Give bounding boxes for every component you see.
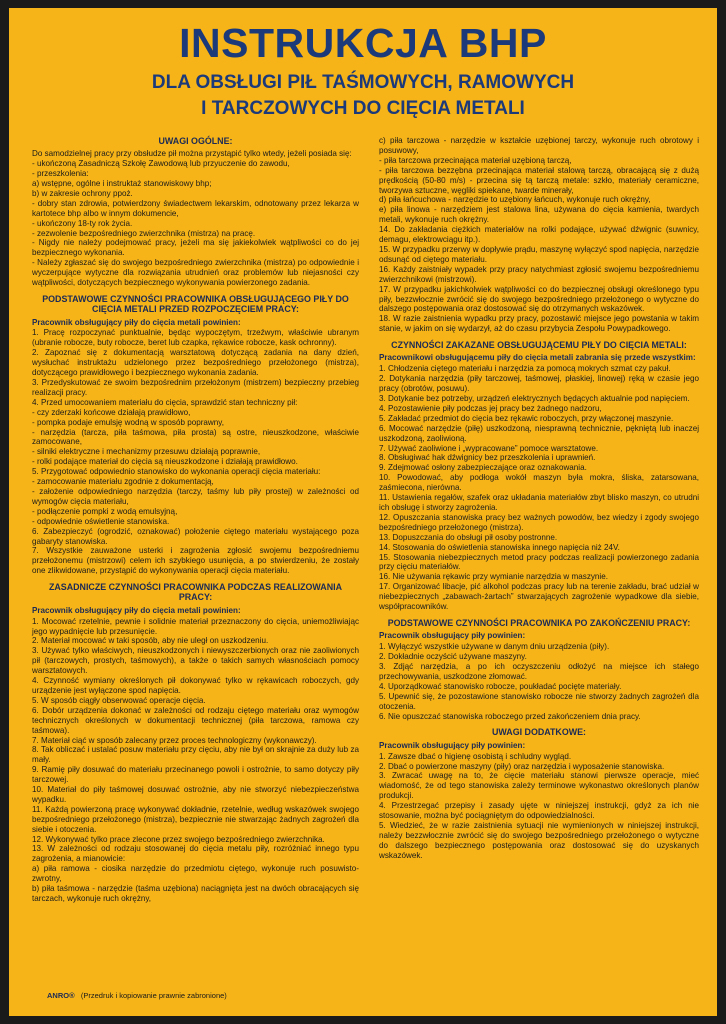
list-item: 5. Upewnić się, że pozostawione stanowisko robocze nie stworzy żadnych zagrożeń dla otoczenia.	[379, 691, 699, 711]
list-item: 1. Zawsze dbać o higienę osobistą i schludny wygląd.	[379, 751, 572, 761]
list-item: - ukończoną Zasadniczą Szkołę Zawodową lub przyuczenie do zawodu,	[32, 159, 290, 169]
list-item: 7. Używać zaoliwione i „wypracowane” pomoce warsztatowe.	[379, 443, 599, 453]
section-heading: CZYNNOŚCI ZAKAZANE OBSŁUGUJĄCEMU PIŁY DO CIĘCIA METALI:	[391, 340, 687, 351]
list-item: 16. Nie używania rękawic przy wymianie narzędzia w maszynie.	[379, 572, 608, 582]
list-item: 13. Dopuszczania do obsługi pił osoby postronne.	[379, 532, 558, 542]
section-heading: PODSTAWOWE CZYNNOŚCI PRACOWNIKA OBSŁUGUJĄCEGO PIŁY DO CIĘCIA METALI PRZED ROZPOCZĘCIEM PRACY:	[42, 293, 349, 315]
section-heading: UWAGI OGÓLNE:	[158, 136, 233, 146]
list-item: 8. Tak obliczać i ustalać posuw materiału przy cięciu, aby nie był on skrajnie za duży lub za mały.	[32, 745, 359, 765]
section-heading: ZASADNICZE CZYNNOŚCI PRACOWNIKA PODCZAS REALIZOWANIA PRACY:	[48, 582, 343, 603]
list-item: - narzędzia (tarcza, piła taśmowa, piła prosta) są ostre, nieuszkodzone, właściwie zamocowane,	[32, 427, 359, 447]
list-item: 5. Zakładać przedmiot do cięcia bez rękawic roboczych, przy włączonej maszynie.	[379, 413, 674, 423]
list-item: 4. Czynność wymiany określonych pił dokonywać tylko w rękawicach roboczych, gdy urządzenie jest wyłączone spod napięcia.	[32, 676, 359, 695]
list-item: - podłączenie pompki z wodą emulsyjną,	[32, 506, 178, 516]
section-heading: UWAGI DODATKOWE:	[492, 727, 586, 738]
document-title: INSTRUKCJA BHP	[179, 20, 547, 66]
list-item: 6. Dobór urządzenia dokonać w zależności od rodzaju ciętego materiału oraz wymogów technicznych określonych w dokumentacji technicznej (piła tarczowa, ramowa czy taśmowa).	[32, 705, 359, 735]
section-subheading: Pracownik obsługujący piły powinien:	[379, 631, 526, 641]
list-item: 2. Dbać o powierzone maszyny (piły) oraz narzędzia i wyposażenie stanowiska.	[379, 761, 665, 771]
list-item: 3. Dotykanie bez potrzeby, urządzeń elektrycznych będących aktualnie pod napięciem.	[379, 394, 690, 404]
list-item: a) wstępne, ogólne i instruktaż stanowiskowy bhp;	[32, 179, 212, 189]
section-subheading: Pracownik obsługujący piły do cięcia metali powinien:	[32, 605, 241, 615]
list-item: 2. Zapoznać się z dokumentacją warsztatową dotyczącą zadania na dany dzień, wysłuchać instruktażu udzielonego przez bezpośredniego przełożonego (mistrza), dotyczącego prawidłowego i bezpiecznego wykonania zadania.	[32, 348, 359, 378]
list-item: 12. Wykonywać tylko prace zlecone przez swojego bezpośredniego zwierzchnika.	[32, 834, 325, 844]
list-item: d) piła łańcuchowa - narzędzie to uzębiony łańcuch, wykonuje ruch okrężny,	[379, 195, 651, 205]
section-heading: PODSTAWOWE CZYNNOŚCI PRACOWNIKA PO ZAKOŃCZENIU PRACY:	[387, 617, 691, 628]
list-item: - piła tarczowa przecinająca materiał uzębioną tarczą,	[379, 155, 572, 165]
list-item: - pompka podaje emulsję wodną w sposób poprawny,	[32, 417, 224, 427]
list-item: - czy zderzaki końcowe działają prawidłowo,	[32, 407, 191, 417]
list-item: 10. Powodować, aby podłoga wokół maszyn była mokra, śliska, zatarsowana, zaśmiecona, nierówna.	[379, 473, 699, 493]
list-item: 3. Zdjąć narzędzia, a po ich oczyszczeniu odłożyć na miejsce ich stałego przechowywania, uszkodzone złomować.	[379, 662, 699, 681]
list-item: 3. Używać tylko właściwych, nieuszkodzonych i niewyszczerbionych oraz nie zaoliwionych pił (tarczowych, prostych, taśmowych), a także o takich samych własnościach pomocy warsztatowych.	[32, 646, 359, 676]
list-item: - silniki elektryczne i mechanizmy przesuwu działają poprawnie,	[32, 447, 261, 457]
list-item: 17. Organizować libacje, pić alkohol podczas pracy lub na terenie zakładu, brać udział w niebezpiecznych „zabawach-żartach” stwarzających zagrożenie wypadkowe dla siebie, współpracowników.	[379, 582, 699, 612]
footer	[47, 991, 227, 1001]
list-item: 8. Obsługiwać hak dźwignicy bez przeszkolenia i uprawnień.	[379, 453, 596, 463]
list-item: 6. Nie opuszczać stanowiska roboczego przed zakończeniem dnia pracy.	[379, 711, 641, 721]
publisher-brand: ANRO®	[47, 991, 75, 1000]
list-item: 1. Chłodzenia ciętego materiału i narzędzia za pomocą mokrych szmat czy pakuł.	[379, 364, 671, 374]
list-item: b) w zakresie ochrony ppoż.	[32, 188, 133, 198]
list-item: 9. Ramię piły dosuwać do materiału przecinanego powoli i ostrożnie, to samo dotyczy piły tarczowej.	[32, 765, 359, 785]
list-item: 7. Materiał ciąć w sposób zalecany przez proces technologiczny (wykonawczy).	[32, 735, 317, 745]
list-item: - dobry stan zdrowia, potwierdzony świadectwem lekarskim, odnotowany przez lekarza w kartotece bhp albo w innym dokumencie,	[32, 198, 359, 218]
list-item: 2. Materiał mocować w taki sposób, aby nie uległ on uszkodzeniu.	[32, 636, 269, 646]
list-item: - przeszkolenia:	[32, 169, 89, 179]
list-item: 14. Stosowania do oświetlenia stanowiska innego napięcia niż 24V.	[379, 542, 620, 552]
list-item: - zezwolenie bezpośredniego zwierzchnika (mistrza) na pracę.	[32, 228, 256, 238]
section-subheading: Pracownik obsługujący piły powinien:	[379, 740, 526, 750]
list-item: 4. Pozostawienie piły podczas jej pracy bez żadnego nadzoru,	[379, 403, 602, 413]
subtitle-line-1: DLA OBSŁUGI PIŁ TAŚMOWYCH, RAMOWYCH	[151, 72, 575, 93]
list-item: 6. Zabezpieczyć (ogrodzić, oznakować) położenie ciętego materiału wystającego poza gabaryty stanowiska.	[32, 526, 359, 546]
document-subtitle	[9, 70, 717, 122]
copyright-note: (Przedruk i kopiowanie prawnie zabronione)	[80, 991, 227, 1000]
list-item: 1. Mocować rzetelnie, pewnie i solidnie materiał przeznaczony do cięcia, uniemożliwiając jego wypadnięcie lub przesunięcie.	[32, 616, 359, 636]
list-item: 5. W sposób ciągły obserwować operacje cięcia.	[32, 695, 206, 705]
list-item: 16. Każdy zaistniały wypadek przy pracy natychmiast zgłosić swojemu bezpośredniemu zwierzchnikowi (mistrzowi).	[379, 264, 699, 284]
right-column	[379, 136, 699, 861]
list-item: 3. Przedyskutować ze swoim bezpośrednim przełożonym (mistrzem) bezpieczny przebieg realizacji pracy.	[32, 378, 359, 397]
list-item: - założenie odpowiedniego narzędzia (tarczy, taśmy lub piły prostej) w zależności od wymogów cięcia materiału,	[32, 486, 359, 506]
list-item: 1. Pracę rozpoczynać punktualnie, będąc wypoczętym, trzeźwym, właściwie ubranym (ubranie robocze, buty robocze, beret lub czapka, rękawice robocze, kask ochronny).	[32, 328, 359, 348]
list-item: 5. Przygotować odpowiednio stanowisko do wykonania operacji cięcia materiału:	[32, 467, 321, 477]
list-item: - zamocowanie materiału zgodnie z dokumentacją,	[32, 477, 214, 487]
paragraph: Do samodzielnej pracy przy obsłudze pił można przystąpić tylko wtedy, jeżeli posiada się:	[32, 149, 352, 159]
list-item: 9. Zdejmować osłony zabezpieczające oraz oznakowania.	[379, 463, 587, 473]
list-item: - Należy zgłaszać się do swojego bezpośredniego zwierzchnika (mistrza) po odpowiednie i wyczerpujące wytyczne dla rozwiązania utrudnień oraz problemów lub niejasności czy wątpliwości, dotyczących bezpiecznego wykonywania powierzonego zadania.	[32, 258, 359, 288]
list-item: 11. Każdą powierzoną pracę wykonywać dokładnie, rzetelnie, według wskazówek swojego bezpośredniego przełożonego (mistrza), bezpiecznie nie stwarzając żadnych zagrożeń dla siebie i otoczenia.	[32, 804, 359, 834]
left-column	[32, 136, 359, 904]
list-item: 4. Uporządkować stanowisko robocze, poukładać pocięte materiały.	[379, 681, 622, 691]
list-item: a) piła ramowa - ciosika narzędzie do przedmiotu ciętego, wykonuje ruch posuwisto-zwrotny,	[32, 864, 359, 884]
list-item: - piła tarczowa bezzębna przecinająca materiał stalową tarczą, obracającą się z dużą prędkością (50-80 m/s) - przecina się tą tarczą metale: szkło, materiały ceramiczne, tworzywa sztuczne, węgliki spiekane, twarde minerały,	[379, 165, 699, 195]
list-item: 5. Wiedzieć, że w razie zaistnienia sytuacji nie wymienionych w niniejszej instrukcji, należy bezzwłocznie zwrócić się do swojego bezpośredniego przełożonego o wytyczne do dalszego bezpiecznego postępowania oraz dostosować się do uzyskanych wskazówek.	[379, 820, 699, 860]
list-item: c) piła tarczowa - narzędzie w kształcie uzębionej tarczy, wykonuje ruch obrotowy i posuwowy,	[379, 136, 699, 155]
list-item: 2. Dotykania narzędzia (piły tarczowej, taśmowej, płaskiej, linowej) ręką w czasie jego pracy (obrotów, posuwu).	[379, 374, 699, 394]
list-item: 4. Przed umocowaniem materiału do cięcia, sprawdzić stan techniczny pił:	[32, 397, 298, 407]
list-item: 7. Wszystkie zauważone usterki i zagrożenia zgłosić swojemu bezpośredniemu przełożonemu (mistrzowi) celem ich szybkiego usunięcia, a po stwierdzeniu, że zostały one zlikwidowane, przystąpić do wykonywania operacji cięcia materiału.	[32, 546, 359, 576]
subtitle-line-2: I TARCZOWYCH DO CIĘCIA METALI	[201, 98, 525, 119]
list-item: 15. Stosowania niebezpiecznych metod pracy podczas realizacji powierzonego zadania przy cięciu materiałów.	[379, 552, 699, 572]
list-item: - rolki podające materiał do cięcia są nieuszkodzone i działają prawidłowo.	[32, 457, 298, 467]
list-item: 15. W przypadku przerwy w dopływie prądu, maszynę wyłączyć spod napięcia, narzędzie odsunąć od ciętego materiału.	[379, 244, 699, 264]
list-item: 4. Przestrzegać przepisy i zasady ujęte w niniejszej instrukcji, gdyż za ich nie stosowanie, można być pociągniętym do odpowiedzialności.	[379, 801, 699, 821]
list-item: 13. W zależności od rodzaju stosowanej do cięcia metalu piły, rozróżniać innego typu zagrożenia, a mianowicie:	[32, 844, 359, 864]
list-item: 18. W razie zaistnienia wypadku przy pracy, pozostawić miejsce jego powstania w takim stanie, w jakim on się wydarzył, aż do czasu przybycia Zespołu Powypadkowego.	[379, 314, 699, 334]
list-item: 10. Materiał do piły taśmowej dosuwać ostrożnie, aby nie stworzyć niebezpieczeństwa wypadku.	[32, 785, 359, 804]
list-item: 14. Do zakładania ciężkich materiałów na rolki podające, używać dźwignic (suwnicy, demagu, elektrowciągu itp.).	[379, 225, 699, 245]
list-item: - odpowiednie oświetlenie stanowiska.	[32, 516, 170, 526]
list-item: 3. Zwracać uwagę na to, że cięcie materiału stanowi pierwsze operacje, mieć wiadomość, że od tego stanowiska zależy terminowe wykonastwo określonych planów produkcji.	[379, 771, 699, 801]
section-subheading: Pracownikowi obsługującemu piły do cięcia metali zabrania się przede wszystkim:	[379, 353, 696, 363]
list-item: 11. Ustawienia regałów, szafek oraz układania materiałów zbyt blisko maszyn, co utrudni ich obsługę i stworzy zagrożenia.	[379, 493, 699, 513]
section-subheading: Pracownik obsługujący piły do cięcia metali powinien:	[32, 317, 241, 327]
list-item: b) piła taśmowa - narzędzie (taśma uzębiona) naciągnięta jest na dwóch obracających się tarczach, wykonuje ruch okrężny,	[32, 884, 359, 904]
list-item: 12. Opuszczania stanowiska pracy bez ważnych powodów, bez wiedzy i zgody swojego bezpośredniego przełożonego (mistrza).	[379, 512, 699, 532]
list-item: e) piła linowa - narzędziem jest stalowa lina, używana do cięcia kamienia, twardych metali, wykonuje ruch okrężny.	[379, 205, 699, 225]
list-item: - ukończony 18-ty rok życia.	[32, 218, 133, 228]
list-item: 6. Mocować narzędzie (piłę) uszkodzoną, niesprawną technicznie, pękniętą lub inaczej uszkodzoną, zaoliwioną.	[379, 423, 699, 443]
list-item: - Nigdy nie należy podejmować pracy, jeżeli ma się jakiekolwiek wątpliwości co do jej bezpiecznego wykonania.	[32, 238, 359, 258]
list-item: 2. Dokładnie oczyścić używane maszyny.	[379, 652, 527, 662]
list-item: 1. Wyłączyć wszystkie używane w danym dniu urządzenia (piły).	[379, 642, 610, 652]
safety-instruction-sheet	[9, 8, 717, 1016]
list-item: 17. W przypadku jakichkolwiek wątpliwości co do bezpiecznej obsługi określonego typu piły, bezzwłocznie zwrócić się do swojego bezpośredniego przełożonego o wytyczne do dalszego postępowania oraz dostosować się do otrzymanych wskazówek.	[379, 284, 699, 314]
